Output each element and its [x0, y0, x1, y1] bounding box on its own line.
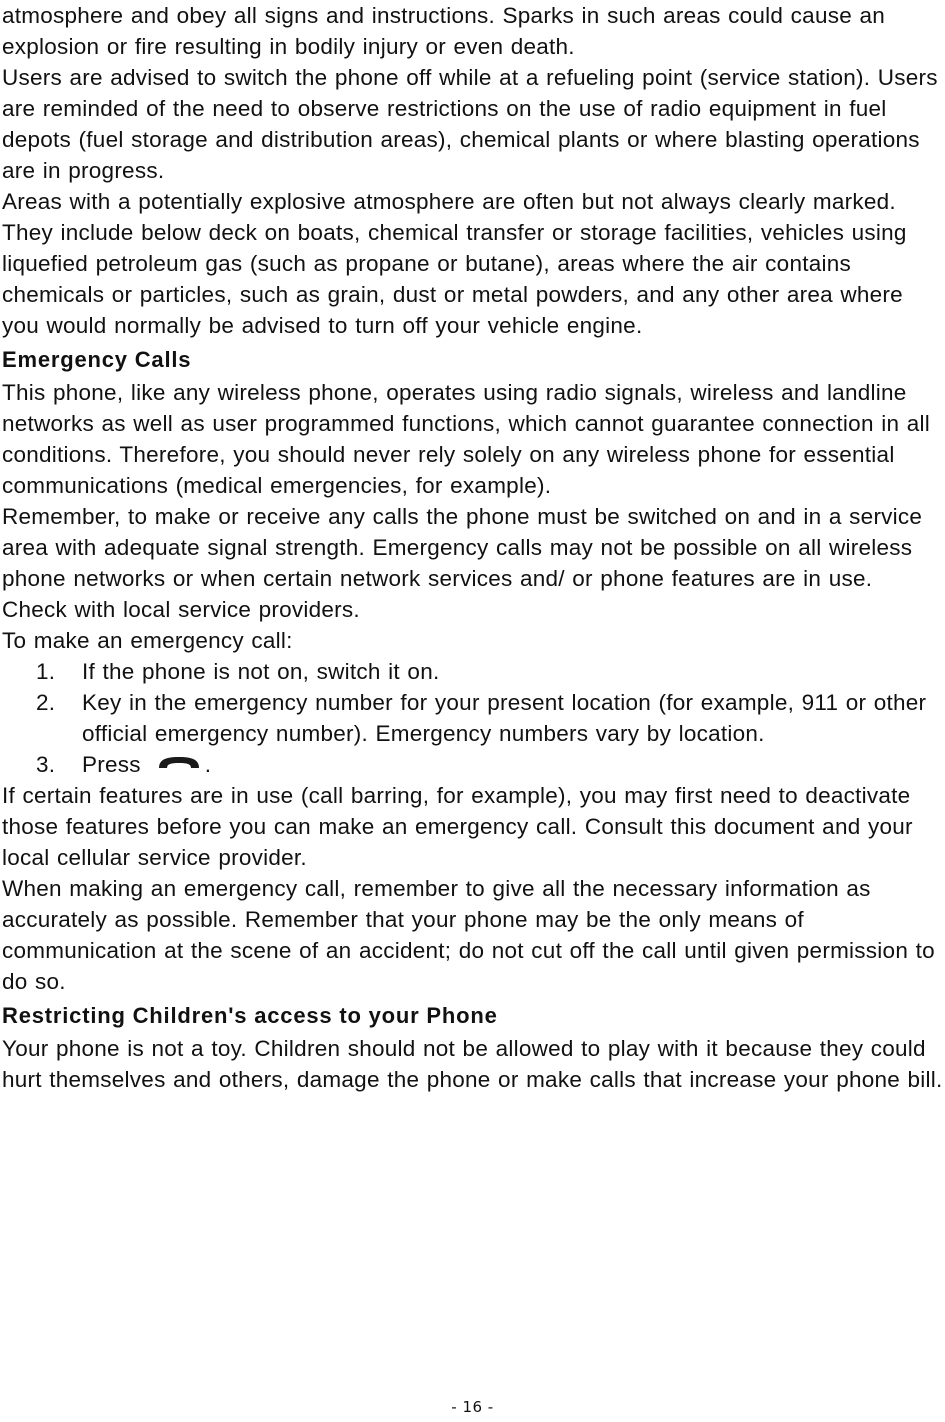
- paragraph-refueling: Users are advised to switch the phone off while at a refueling point (service station). Users are reminded of the need to observe restrictions on the use of radio equipment in fuel depots (fuel storage and distribution areas), chemical plants or where blasting operations are in progress.: [2, 65, 938, 183]
- heading-restricting-children: Restricting Children's access to your Phone: [2, 1003, 498, 1028]
- list-item: [2, 656, 943, 687]
- emergency-steps-list: [2, 656, 943, 780]
- step-number: 1.: [36, 659, 56, 684]
- step-text: Key in the emergency number for your present location (for example, 911 or other official emergency number). Emergency numbers vary by location.: [82, 690, 927, 746]
- paragraph-how-to: To make an emergency call:: [2, 628, 293, 653]
- paragraph-explosive-areas: Areas with a potentially explosive atmosphere are often but not always clearly marked. They include below deck on boats, chemical transfer or storage facilities, vehicles using liquefied petroleum gas (such as propane or butane), areas where the air contains chemicals or particles, such as grain, dust or metal powders, and any other area where you would normally be advised to turn off your vehicle engine.: [2, 189, 907, 338]
- paragraph-remember: Remember, to make or receive any calls the phone must be switched on and in a service area with adequate signal strength. Emergency calls may not be possible on all wireless phone networks or when certain network services and/ or phone features are in use. Check with local service providers.: [2, 504, 923, 622]
- paragraph-features-in-use: If certain features are in use (call barring, for example), you may first need to deactivate those features before you can make an emergency call. Consult this document and your local cellular service provider.: [2, 783, 913, 870]
- step-text: Press: [82, 752, 141, 777]
- step-number: 2.: [36, 690, 56, 715]
- step-suffix: .: [204, 752, 212, 777]
- end-call-key-icon: [157, 755, 201, 771]
- paragraph-not-a-toy: Your phone is not a toy. Children should not be allowed to play with it because they could hurt themselves and others, damage the phone or make calls that increase your phone bill.: [2, 1036, 943, 1092]
- step-number: 3.: [36, 752, 56, 777]
- paragraph-wireless-operation: This phone, like any wireless phone, operates using radio signals, wireless and landline networks as well as user programmed functions, which cannot guarantee connection in all conditions. Therefore, you should never rely solely on any wireless phone for essential communications (medical emergencies, for example).: [2, 380, 930, 498]
- list-item: [2, 749, 943, 780]
- page-number: - 16 -: [451, 1398, 494, 1416]
- paragraph-sparks-warning: atmosphere and obey all signs and instructions. Sparks in such areas could cause an explosion or fire resulting in bodily injury or even death.: [2, 3, 885, 59]
- document-page: [2, 0, 943, 1095]
- paragraph-give-information: When making an emergency call, remember to give all the necessary information as accurately as possible. Remember that your phone may be the only means of communication at the scene of an accident; do not cut off the call until given permission to do so.: [2, 876, 935, 994]
- list-item: [2, 687, 943, 749]
- heading-emergency-calls: Emergency Calls: [2, 347, 192, 372]
- step-text: If the phone is not on, switch it on.: [82, 659, 440, 684]
